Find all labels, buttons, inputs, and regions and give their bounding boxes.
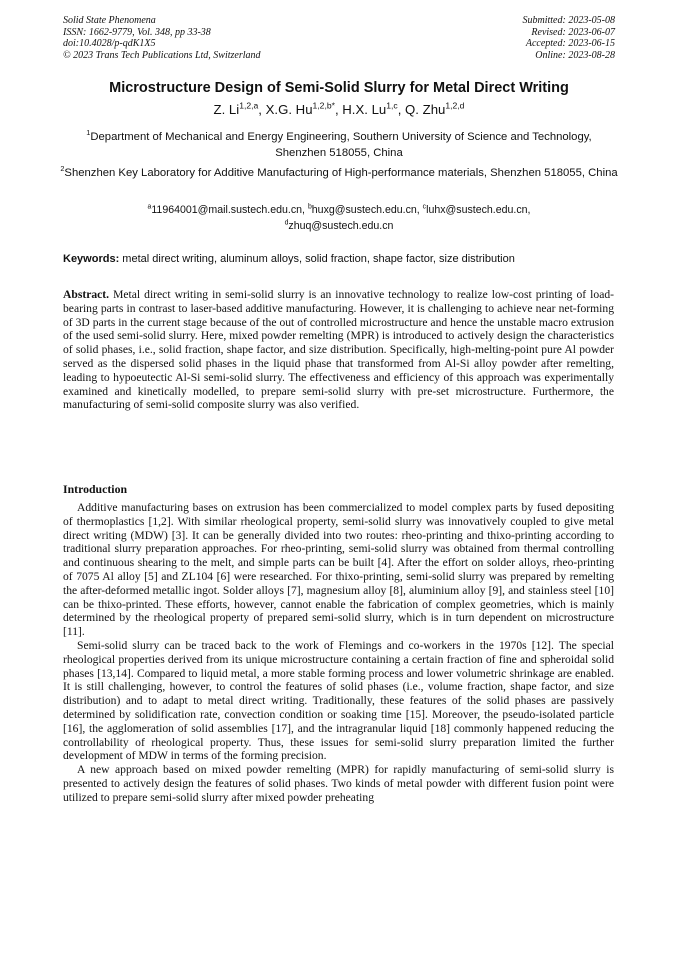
- author-emails: $^a$11964001@mail.sustech.edu.cn, $^b$huxg@sustech.edu.cn, $^c$luhx@sustech.edu.cn, $^d$zhuq@sustech.edu.cn: [147, 203, 531, 232]
- section-heading-introduction: Introduction: [63, 482, 128, 496]
- affiliation: [60, 166, 618, 182]
- online-date: Online: 2023-08-28: [535, 49, 615, 61]
- email-link[interactable]: zhuq@sustech.edu.cn: [288, 219, 394, 232]
- copyright-line: © 2023 Trans Tech Publications Ltd, Switzerland: [63, 49, 261, 61]
- journal-info: [63, 15, 261, 61]
- paragraph: Semi-solid slurry can be traced back to the work of Flemings and co-workers in the 1970s [12]. The special rheological properties derived from its unique microstructure containing a certain fraction of fine and spheroidal solid phases [13,14]. Compared to liquid metal, a more stable forming process and lower volumetric shrinkage are enabled. It is still challenging, however, to control the features of solid phases (i.e., volume fraction, shape factor, and size distribution) and to adapt to metal direct writing. Traditionally, these features of the solid phases are passively determined by solidification rate, convection condition or soaking time [15]. Moreover, the pseudo-isolated particle [16], the agglomeration of solid assemblies [17], and the intragranular liquid [18] commonly happened reducing the controllability of rheological property. Thus, these issues for semi-solid slurry preparation limited the further development of MDW in terms of the forming precision.: [63, 638, 614, 763]
- keywords-label: Keywords:: [63, 253, 120, 265]
- introduction-body: [63, 501, 614, 805]
- affiliation: [60, 130, 618, 161]
- submission-dates: [523, 15, 616, 61]
- abstract-label: Abstract.: [63, 288, 110, 301]
- paper-title: Microstructure Design of Semi-Solid Slurry for Metal Direct Writing: [109, 80, 569, 96]
- email-link[interactable]: huxg@sustech.edu.cn,: [311, 204, 423, 216]
- author[interactable]: Q. Zhu$^{1,2,d}$: [405, 100, 465, 117]
- keywords-text: metal direct writing, aluminum alloys, solid fraction, shape factor, size distribution: [119, 253, 515, 265]
- submitted-date: Submitted: 2023-05-08: [522, 15, 615, 26]
- affiliation-mark: 2: [60, 164, 65, 174]
- author-list: Z. Li$^{1,2,a}$, X.G. $Hu^{1,2,b*}$, H.X. Lu$^{1,c}$, Q. Zhu$^{1,2,d}$: [213, 100, 465, 117]
- abstract-text: Metal direct writing in semi-solid slurry is an innovative technology to realize low-cost printing of load-bearing parts in contrast to laser-based additive manufacturing. However, it is challenging to achieve near net-forming of 3D parts in the current stage because of the out of controlled microstructure and hence the unstable macro extrusion of the used semi-solid slurry. Here, mixed powder remelting (MPR) is introduced to actively design the characteristics of solid phases, i.e., solid fraction, shape factor, and size distribution. Specifically, high-melting-point pure Al powder served as the dispersed solid phases in the liquid phase that transformed from Al-Si alloy powder after remelting, leading to hypoeutectic Al-Si semi-solid slurry. The effectiveness and efficiency of this approach was experimentally examined and kinetically modelled, to prepare semi-solid slurry with pre-set microstructure. Furthermore, the manufacturing of semi-solid composite slurry was also verified.: [63, 288, 614, 412]
- journal-name: Solid State Phenomena: [63, 15, 156, 26]
- paragraph: A new approach based on mixed powder remelting (MPR) for rapidly manufacturing of semi-solid slurry is presented to actively design the features of solid phases. Two kinds of metal powder with different fusion point were utilized to prepare semi-solid slurry after mixed powder preheating: [63, 763, 614, 804]
- author[interactable]: X.G. $Hu^{1,2,b*}$: [265, 100, 335, 117]
- keywords: [63, 252, 623, 266]
- accepted-date: Accepted: 2023-06-15: [525, 38, 615, 50]
- paragraph: Additive manufacturing bases on extrusion has been commercialized to model complex parts by fused depositing of thermoplastics [1,2]. With similar rheological property, semi-solid slurry was innovatively coupled to give metal direct writing (MDW) [3]. It can be generally divided into two routes: rheo-printing and thixo-printing according to traditional slurry preparation approaches. For rheo-printing, semi-solid slurry was obtained from thermal controlling and continuous shearing to the melt, and simple parts can be built [4]. After the effort on solder alloys, rheo-printing of 7075 Al alloy [5] and ZL104 [6] were researched. For thixo-printing, semi-solid slurry was prepared by remelting the after-deformed metallic ingot. Solder alloys [7], magnesium alloy [8], aluminium alloy [9], and stainless steel [10] can be thixo-printed. These efforts, however, cannot enable the fabrication of complex geometries, which is mainly determined by the rheological property of prepared semi-solid slurry, which is in turn dependent on microstructure [11].: [63, 501, 614, 639]
- author[interactable]: H.X. Lu$^{1,c}$: [342, 100, 398, 117]
- author[interactable]: Z. Li$^{1,2,a}$: [213, 100, 259, 117]
- affiliation-mark: 1: [86, 128, 91, 138]
- revised-date: Revised: 2023-06-07: [531, 26, 615, 38]
- abstract: [63, 288, 614, 412]
- email-link[interactable]: 11964001@mail.sustech.edu.cn,: [151, 204, 308, 216]
- doi-line[interactable]: doi:10.4028/p-qdK1X5: [63, 38, 156, 50]
- email-link[interactable]: luhx@sustech.edu.cn,: [426, 204, 531, 216]
- affiliation-text: Department of Mechanical and Energy Engineering, Southern University of Science and Technology, Shenzhen 518055, China: [90, 131, 592, 159]
- affiliation-text: Shenzhen Key Laboratory for Additive Manufacturing of High-performance materials, Shenzhen 518055, China: [64, 167, 618, 179]
- issn-line: ISSN: 1662-9779, Vol. 348, pp 33-38: [63, 26, 211, 38]
